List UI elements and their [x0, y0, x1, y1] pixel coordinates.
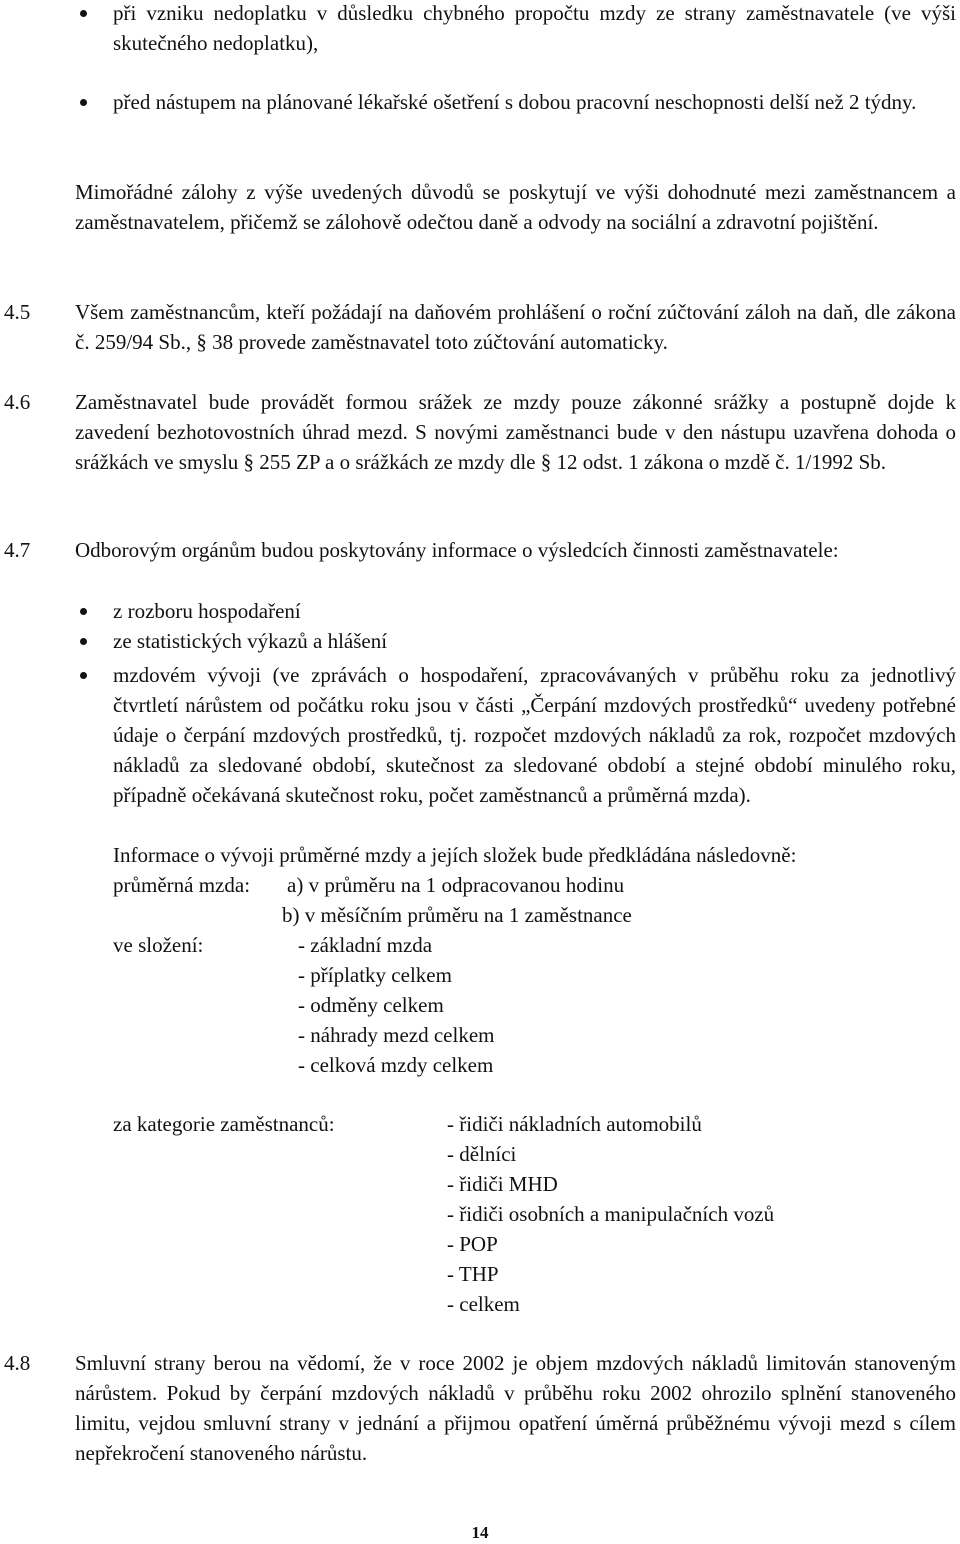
category-item: - dělníci: [447, 1142, 517, 1166]
category-item: - POP: [447, 1232, 498, 1256]
section-number: 4.6: [4, 390, 31, 414]
bullet-text: při vzniku nedoplatku v důsledku chybného propočtu mzdy ze strany zaměstnavatele (ve výši skutečného nedoplatku),: [113, 1, 956, 55]
category-label: za kategorie zaměstnanců:: [113, 1112, 335, 1136]
component-item: - náhrady mezd celkem: [298, 1023, 495, 1047]
bullet-dot: [80, 672, 87, 679]
page-number: 14: [471, 1523, 489, 1542]
info-bullet-text: mzdovém vývoji (ve zprávách o hospodaření, zpracovávaných v průběhu roku za jednotlivý čtvrtletí nárůstem od počátku roku jsou v části „Čerpání mzdových prostředků“ uvedeny potřebné údaje o čerpání mzdových prostředků, tj. rozpočet mzdových nákladů za rok, rozpočet mzdových nákladů za sledované období, skutečnost za sledované období a stejné období minulého roku, případně očekávaná skutečnost roku, počet zaměstnanců a průměrná mzda).: [113, 663, 956, 807]
section-4-5-text: Všem zaměstnancům, kteří požádají na daňovém prohlášení o roční zúčtování záloh na daň, dle zákona č. 259/94 Sb., § 38 provede zaměstnavatel toto zúčtování automaticky.: [75, 300, 956, 354]
avg-wage-option-a: a) v průměru na 1 odpracovanou hodinu: [287, 873, 625, 897]
avg-wage-label: průměrná mzda:: [113, 873, 251, 897]
category-item: - THP: [447, 1262, 499, 1286]
info-line: Informace o vývoji průměrné mzdy a jejích složek bude předkládána následovně:: [113, 843, 797, 867]
component-item: - celková mzdy celkem: [298, 1053, 494, 1077]
bullet-dot: [80, 99, 87, 106]
category-item: - řidiči MHD: [447, 1172, 558, 1196]
bullet-dot: [80, 638, 87, 645]
paragraph-advances: Mimořádné zálohy z výše uvedených důvodů se poskytují ve výši dohodnuté mezi zaměstnancem a zaměstnavatelem, přičemž se zálohově odečtou daně a odvody na sociální a zdravotní pojištění.: [75, 180, 956, 234]
info-bullet-text: ze statistických výkazů a hlášení: [113, 629, 388, 653]
info-bullet-text: z rozboru hospodaření: [113, 599, 301, 623]
composition-label: ve složení:: [113, 933, 204, 957]
category-item: - řidiči osobních a manipulačních vozů: [447, 1202, 775, 1226]
bullet-dot: [80, 10, 87, 17]
section-number: 4.5: [4, 300, 31, 324]
bullet-text: před nástupem na plánované lékařské ošetření s dobou pracovní neschopnosti delší než 2 týdny.: [113, 90, 917, 114]
section-number: 4.7: [4, 538, 31, 562]
component-item: - základní mzda: [298, 933, 433, 957]
avg-wage-option-b: b) v měsíčním průměru na 1 zaměstnance: [282, 903, 632, 927]
section-number: 4.8: [4, 1351, 31, 1375]
category-item: - celkem: [447, 1292, 520, 1316]
section-4-7-intro: Odborovým orgánům budou poskytovány informace o výsledcích činnosti zaměstnavatele:: [75, 538, 839, 562]
component-item: - příplatky celkem: [298, 963, 452, 987]
category-item: - řidiči nákladních automobilů: [447, 1112, 702, 1136]
bullet-dot: [80, 608, 87, 615]
section-4-6-text: Zaměstnavatel bude provádět formou srážek ze mzdy pouze zákonné srážky a postupně dojde k zavedení bezhotovostních úhrad mezd. S novými zaměstnanci bude v den nástupu uzavřena dohoda o srážkách ve smyslu § 255 ZP a o srážkách ze mzdy dle § 12 odst. 1 zákona o mzdě č. 1/1992 Sb.: [75, 390, 956, 474]
section-4-8-text: Smluvní strany berou na vědomí, že v roce 2002 je objem mzdových nákladů limitován stanoveným nárůstem. Pokud by čerpání mzdových nákladů v průběhu roku 2002 ohrozilo splnění stanoveného limitu, vejdou smluvní strany v jednání a přijmou opatření úměrná průběžnému vývoji mezd s cílem nepřekročení stanoveného nárůstu.: [75, 1351, 956, 1465]
component-item: - odměny celkem: [298, 993, 444, 1017]
